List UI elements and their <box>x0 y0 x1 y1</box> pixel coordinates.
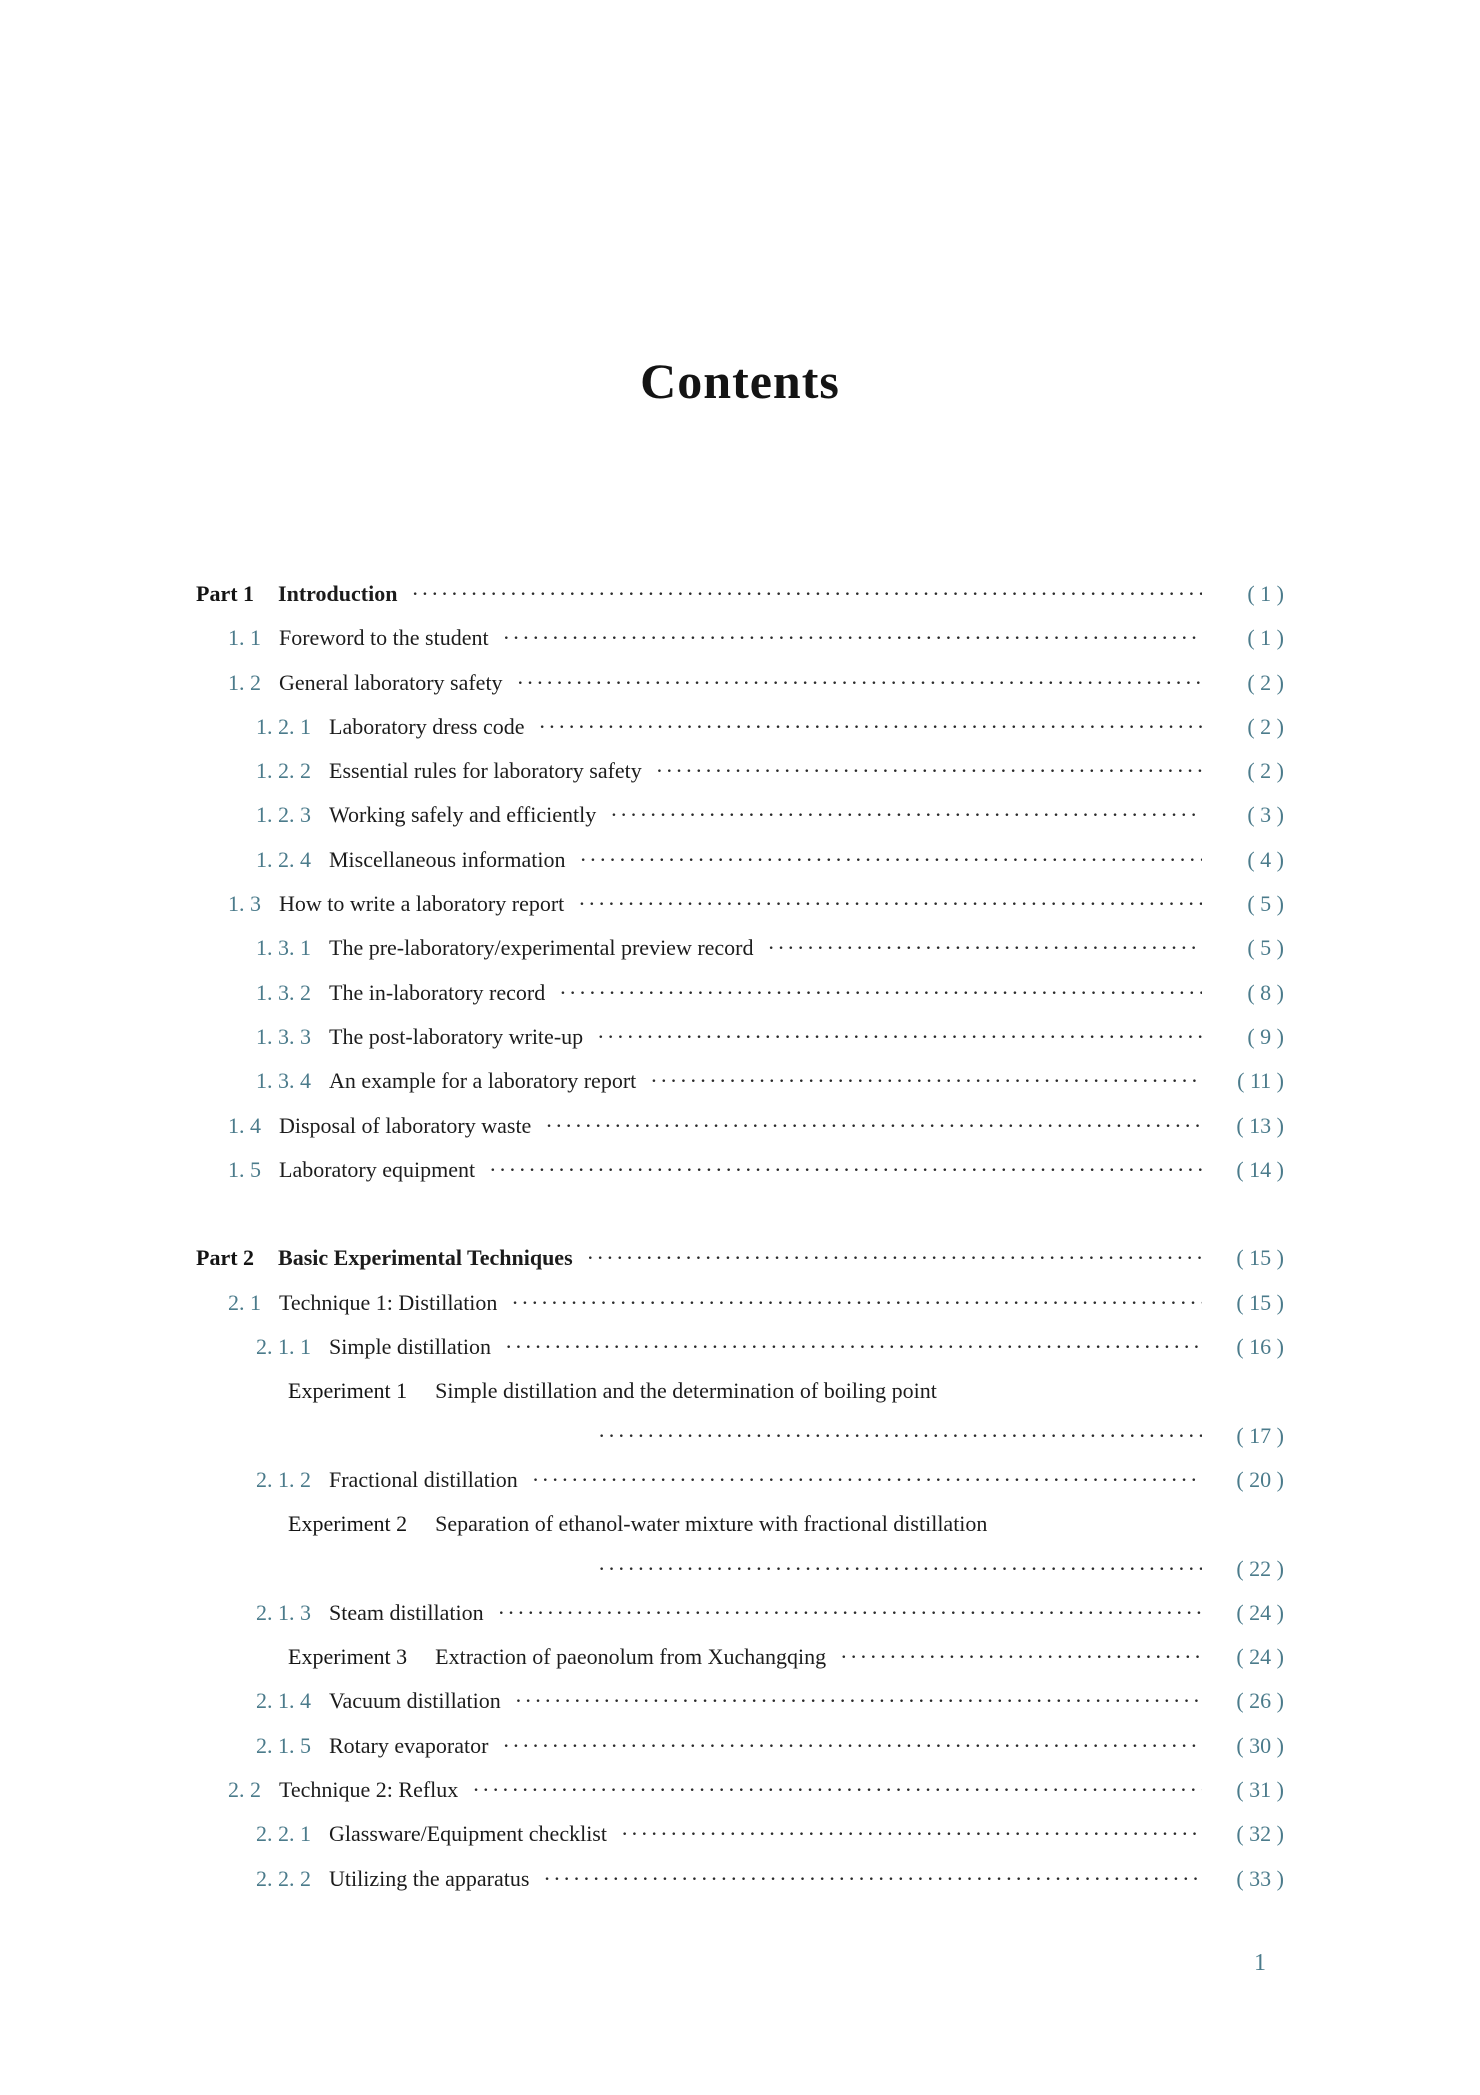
toc-entry <box>196 1502 1284 1546</box>
entry-page: ( 20 ) <box>1236 1466 1284 1492</box>
entry-number: 2. 1 <box>228 1289 261 1315</box>
entry-number: 2. 2 <box>228 1777 261 1803</box>
entry-page: ( 2 ) <box>1247 713 1284 739</box>
toc-entry <box>196 572 1284 616</box>
entry-label: Laboratory dress code <box>329 713 525 739</box>
entry-page: ( 26 ) <box>1236 1688 1284 1714</box>
toc-entry <box>196 882 1284 926</box>
entry-page: ( 14 ) <box>1236 1156 1284 1182</box>
entry-number: Part 1 <box>196 581 255 606</box>
entry-label: The pre-laboratory/experimental preview record <box>329 935 754 961</box>
entry-page: ( 33 ) <box>1236 1865 1284 1891</box>
entry-number: 1. 1 <box>228 625 261 651</box>
entry-number: 1. 3 <box>228 891 261 917</box>
entry-label: Basic Experimental Techniques <box>278 1245 573 1271</box>
entry-page: ( 32 ) <box>1236 1821 1284 1847</box>
toc-entry <box>196 1458 1284 1502</box>
dot-leader <box>532 1458 1202 1502</box>
entry-page: ( 9 ) <box>1247 1023 1284 1049</box>
toc-entry <box>196 705 1284 749</box>
toc-entry <box>196 1724 1284 1768</box>
dot-leader <box>610 793 1202 837</box>
dot-leader <box>515 1679 1202 1723</box>
entry-page: ( 2 ) <box>1247 669 1284 695</box>
entry-label: Extraction of paeonolum from Xuchangqing <box>435 1644 827 1670</box>
dot-leader <box>598 1414 1202 1458</box>
dot-leader <box>517 661 1202 705</box>
entry-label: An example for a laboratory report <box>329 1068 637 1094</box>
entry-label: Glassware/Equipment checklist <box>329 1821 607 1847</box>
toc-entry <box>196 1236 1284 1280</box>
entry-label: Laboratory equipment <box>279 1156 476 1182</box>
toc-spacer <box>196 1192 1284 1236</box>
toc-entry <box>196 1104 1284 1148</box>
entry-number: 2. 2. 2 <box>256 1865 311 1891</box>
entry-page: ( 13 ) <box>1236 1112 1284 1138</box>
dot-leader <box>498 1591 1202 1635</box>
entry-page: ( 2 ) <box>1247 758 1284 784</box>
toc-entry <box>196 793 1284 837</box>
entry-number: 2. 1. 2 <box>256 1466 311 1492</box>
dot-leader <box>505 1325 1202 1369</box>
entry-number: Experiment 1 <box>288 1378 408 1404</box>
dot-leader <box>840 1635 1202 1679</box>
dot-leader <box>503 616 1202 660</box>
entry-number: 1. 2. 4 <box>256 846 311 872</box>
entry-number: 1. 3. 1 <box>256 935 311 961</box>
entry-label: Utilizing the apparatus <box>329 1865 530 1891</box>
dot-leader <box>559 971 1202 1015</box>
toc-list <box>196 572 1284 1901</box>
page-title: Contents <box>640 353 840 409</box>
toc-entry <box>196 1325 1284 1369</box>
entry-page: ( 3 ) <box>1247 802 1284 828</box>
dot-leader <box>511 1281 1202 1325</box>
entry-number: 2. 1. 5 <box>256 1732 311 1758</box>
toc-entry <box>196 1635 1284 1679</box>
entry-number: 2. 1. 1 <box>256 1334 311 1360</box>
entry-number: 1. 2 <box>228 669 261 695</box>
entry-label: Steam distillation <box>329 1599 484 1625</box>
entry-page: ( 31 ) <box>1236 1777 1284 1803</box>
entry-label: Simple distillation <box>329 1334 491 1360</box>
entry-page: ( 22 ) <box>1236 1555 1284 1581</box>
entry-number: 2. 1. 3 <box>256 1599 311 1625</box>
dot-leader <box>597 1015 1202 1059</box>
toc-entry <box>196 1547 1284 1591</box>
dot-leader <box>538 705 1202 749</box>
entry-number: 1. 5 <box>228 1156 261 1182</box>
dot-leader <box>489 1148 1202 1192</box>
toc-entry <box>196 1591 1284 1635</box>
entry-page: ( 16 ) <box>1236 1334 1284 1360</box>
entry-number: 1. 2. 2 <box>256 758 311 784</box>
dot-leader <box>598 1547 1202 1591</box>
entry-number: 2. 2. 1 <box>256 1821 311 1847</box>
toc-entry <box>196 1768 1284 1812</box>
entry-page: ( 30 ) <box>1236 1732 1284 1758</box>
entry-label: The post-laboratory write-up <box>329 1023 584 1049</box>
toc-entry <box>196 1857 1284 1901</box>
dot-leader <box>411 572 1202 616</box>
entry-label: Technique 2: Reflux <box>279 1777 459 1803</box>
dot-leader <box>768 926 1202 970</box>
toc-entry <box>196 1812 1284 1856</box>
entry-page: ( 11 ) <box>1237 1068 1284 1094</box>
entry-page: ( 4 ) <box>1247 846 1284 872</box>
entry-label: Disposal of laboratory waste <box>279 1112 532 1138</box>
toc-entry <box>196 926 1284 970</box>
entry-number: 2. 1. 4 <box>256 1688 311 1714</box>
toc-entry <box>196 661 1284 705</box>
entry-label: Rotary evaporator <box>329 1732 489 1758</box>
dot-leader <box>656 749 1202 793</box>
toc-entry <box>196 838 1284 882</box>
entry-label: General laboratory safety <box>279 669 503 695</box>
entry-page: ( 5 ) <box>1247 891 1284 917</box>
toc-entry <box>196 1281 1284 1325</box>
entry-label: How to write a laboratory report <box>279 891 565 917</box>
toc-entry <box>196 1148 1284 1192</box>
dot-leader <box>650 1059 1202 1103</box>
entry-label: The in-laboratory record <box>329 979 546 1005</box>
entry-label: Technique 1: Distillation <box>279 1289 498 1315</box>
entry-label: Fractional distillation <box>329 1466 518 1492</box>
entry-page: ( 24 ) <box>1236 1599 1284 1625</box>
entry-label: Vacuum distillation <box>329 1688 501 1714</box>
toc-entry <box>196 1679 1284 1723</box>
entry-label: Separation of ethanol-water mixture with fractional distillation <box>435 1511 988 1537</box>
entry-number: 1. 2. 1 <box>256 713 311 739</box>
entry-label: Introduction <box>278 581 398 606</box>
entry-number: 1. 3. 4 <box>256 1068 311 1094</box>
dot-leader <box>502 1724 1202 1768</box>
entry-page: ( 17 ) <box>1236 1422 1284 1448</box>
entry-page: ( 24 ) <box>1236 1644 1284 1670</box>
dot-leader <box>545 1104 1202 1148</box>
toc-entry <box>196 1369 1284 1413</box>
entry-number: 1. 3. 3 <box>256 1023 311 1049</box>
entry-label: Simple distillation and the determination of boiling point <box>435 1378 937 1404</box>
entry-page: ( 15 ) <box>1236 1245 1284 1271</box>
toc-entry <box>196 1059 1284 1103</box>
entry-number: Experiment 3 <box>288 1644 408 1670</box>
entry-label: Miscellaneous information <box>329 846 566 872</box>
entry-number: 1. 2. 3 <box>256 802 311 828</box>
toc-entry <box>196 971 1284 1015</box>
entry-page: ( 15 ) <box>1236 1289 1284 1315</box>
dot-leader <box>578 882 1202 926</box>
entry-label: Foreword to the student <box>279 625 489 651</box>
dot-leader <box>579 838 1202 882</box>
entry-number: 1. 4 <box>228 1112 261 1138</box>
footer-page-number: 1 <box>1254 1950 1266 1976</box>
toc-entry <box>196 1414 1284 1458</box>
entry-page: ( 8 ) <box>1247 979 1284 1005</box>
dot-leader <box>587 1236 1202 1280</box>
entry-page: ( 1 ) <box>1247 581 1284 606</box>
entry-page: ( 1 ) <box>1247 625 1284 651</box>
dot-leader <box>543 1857 1202 1901</box>
toc-entry <box>196 1015 1284 1059</box>
entry-number: 1. 3. 2 <box>256 979 311 1005</box>
toc-entry <box>196 749 1284 793</box>
dot-leader <box>621 1812 1202 1856</box>
entry-page: ( 5 ) <box>1247 935 1284 961</box>
dot-leader <box>472 1768 1202 1812</box>
entry-label: Essential rules for laboratory safety <box>329 758 642 784</box>
toc-entry <box>196 616 1284 660</box>
entry-number: Experiment 2 <box>288 1511 408 1537</box>
entry-label: Working safely and efficiently <box>329 802 597 828</box>
entry-number: Part 2 <box>196 1245 255 1271</box>
